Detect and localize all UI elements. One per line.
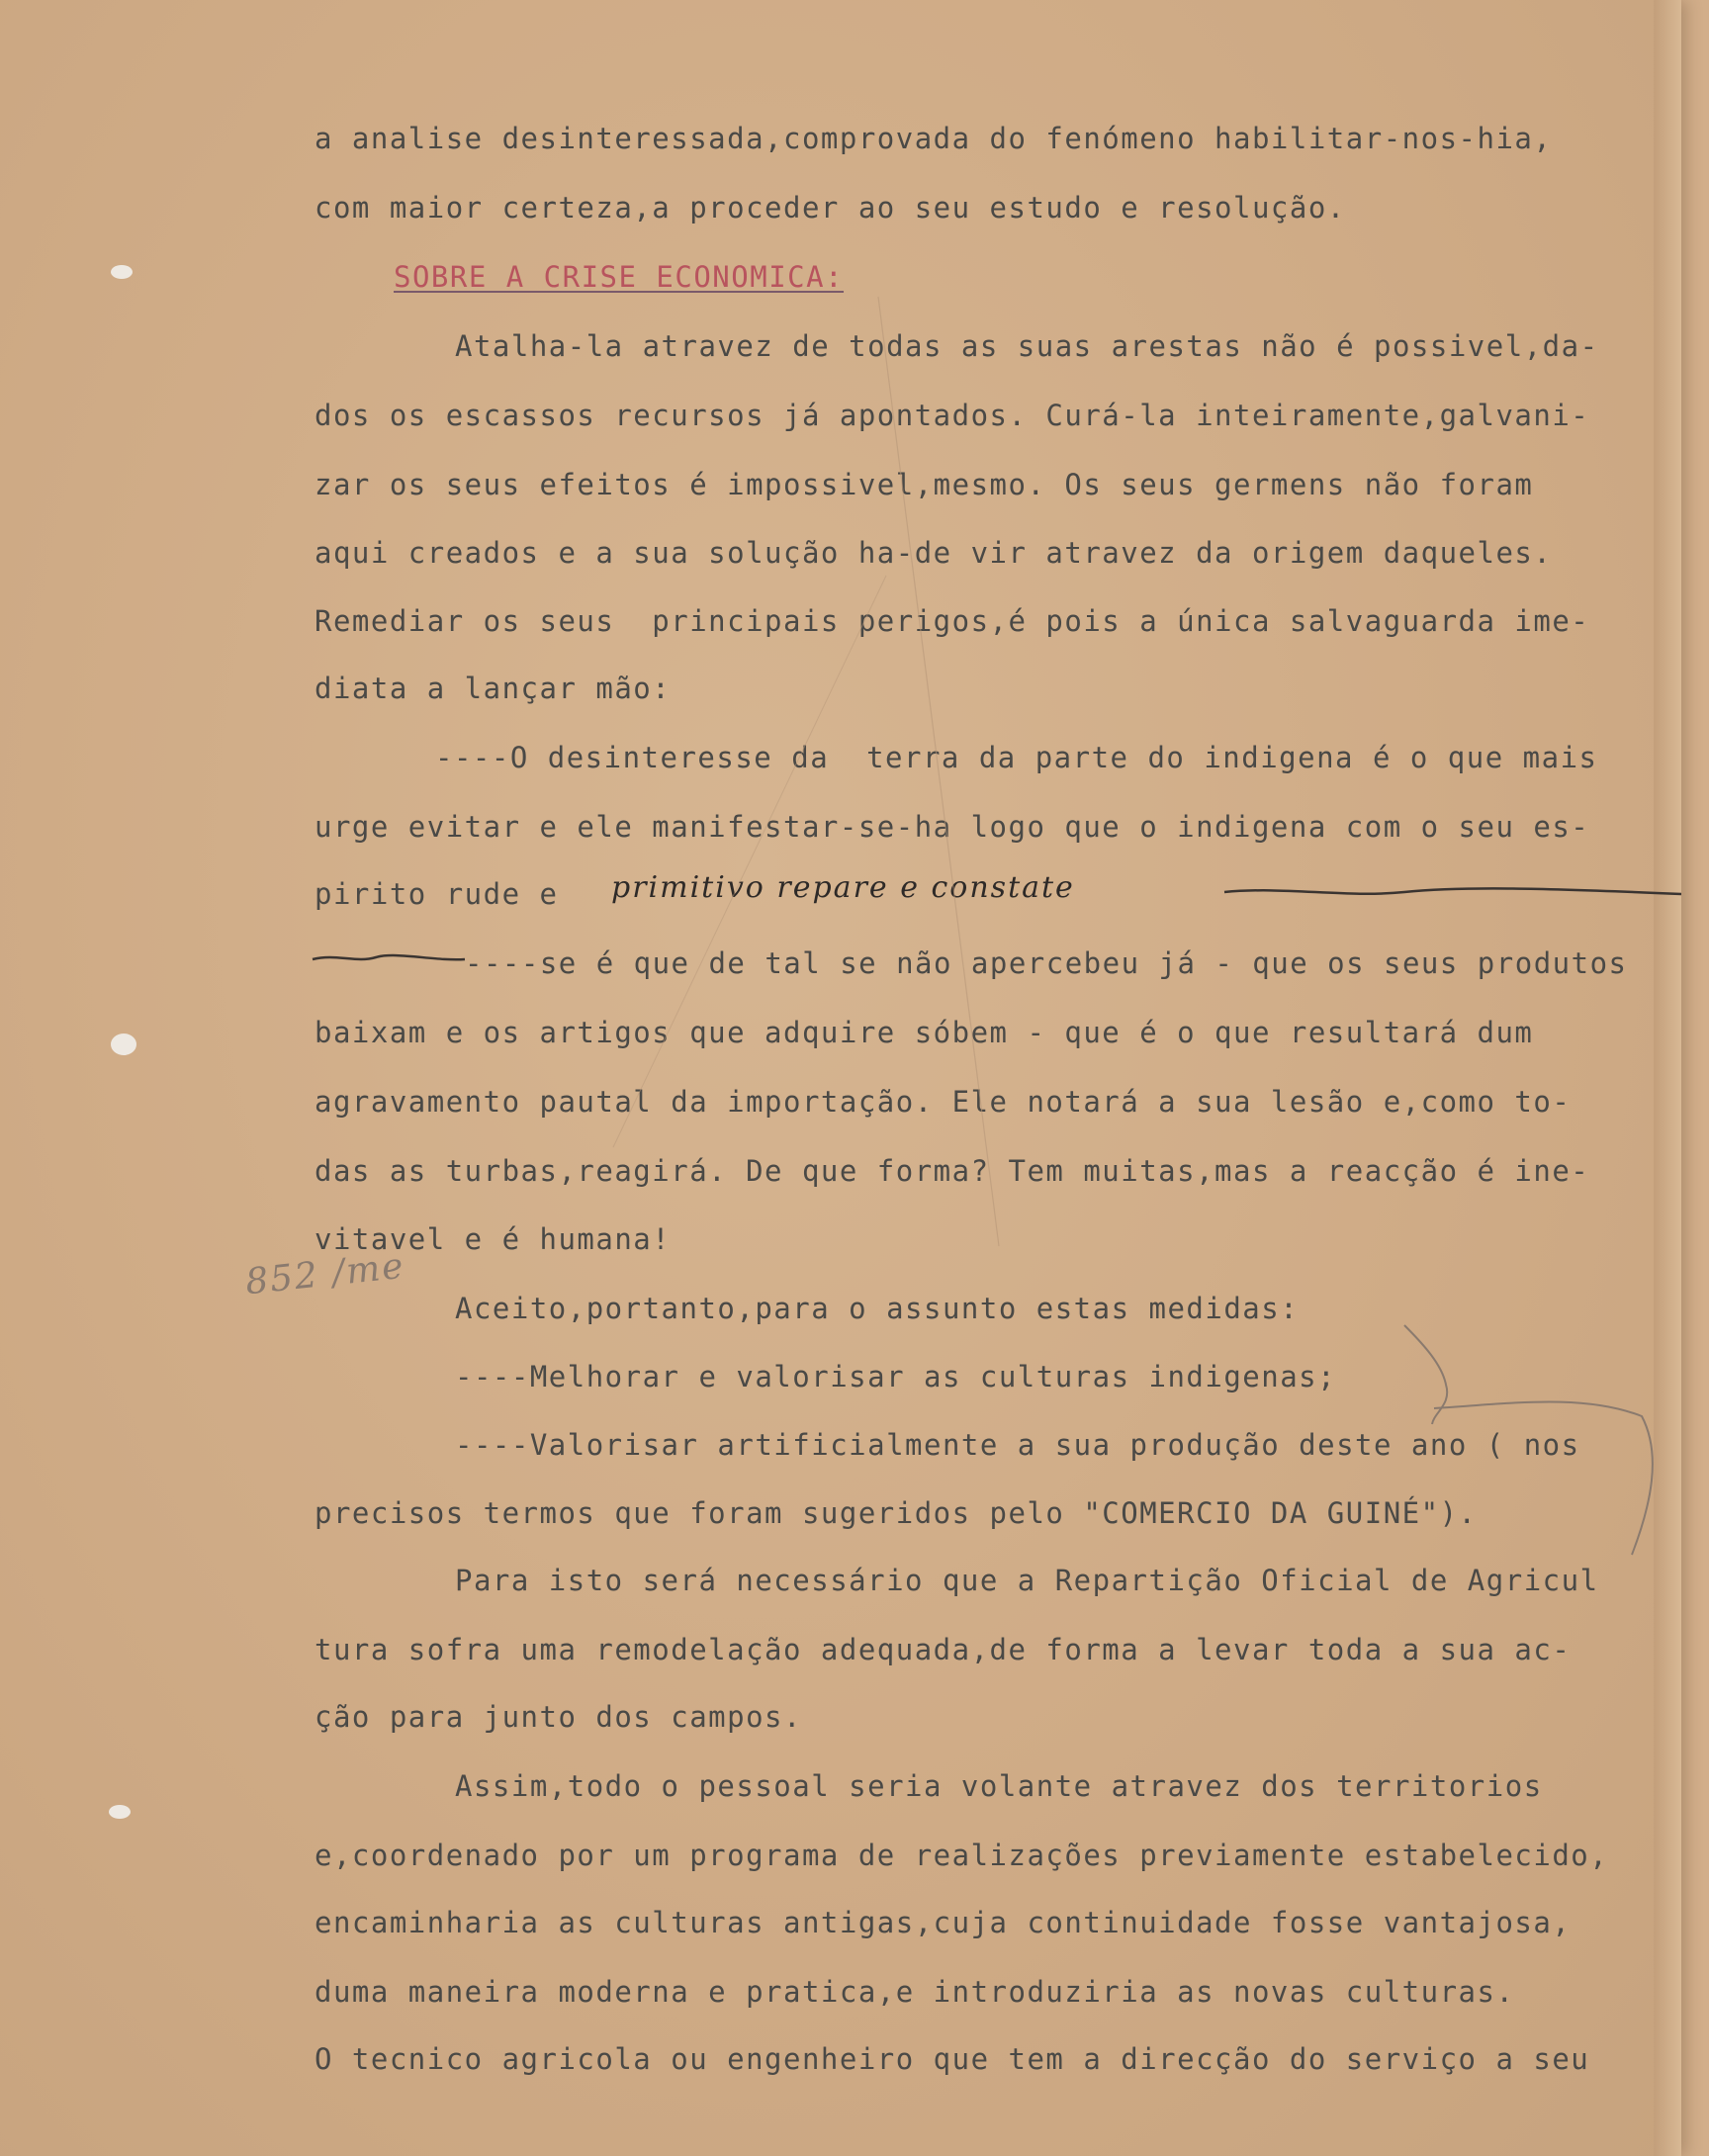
pen-stroke [313,955,465,959]
text-line: duma maneira moderna e pratica,e introduziria as novas culturas. [315,1975,1515,2009]
text-line: das as turbas,reagirá. De que forma? Tem muitas,mas a reacção é ine- [315,1154,1590,1188]
text-line: ção para junto dos campos. [315,1700,802,1734]
text-line: baixam e os artigos que adquire sóbem - que é o que resultará dum [315,1016,1534,1049]
faint-crease [878,297,999,1246]
text-line: diata a lançar mão: [315,672,672,705]
text-line: pirito rude e [315,877,559,911]
text-line: ----O desinteresse da terra da parte do indigena é o que mais [435,741,1598,774]
text-line: tura sofra uma remodelação adequada,de forma a levar toda a sua ac- [315,1633,1572,1666]
text-line: encaminharia as culturas antigas,cuja continuidade fosse vantajosa, [315,1906,1572,1939]
text-line: com maior certeza,a proceder ao seu estudo e resolução. [315,191,1346,225]
text-line: aqui creados e a sua solução ha-de vir atravez da origem daqueles. [315,536,1553,570]
text-line: ----Melhorar e valorisar as culturas indigenas; [455,1360,1337,1393]
text-line: Assim,todo o pessoal seria volante atravez dos territorios [455,1769,1543,1803]
pen-stroke [1404,1325,1447,1424]
text-line: Atalha-la atravez de todas as suas arestas não é possivel,da- [455,329,1599,363]
text-line: vitavel e é humana! [315,1222,672,1256]
text-line: a analise desinteressada,comprovada do fenómeno habilitar-nos-hia, [315,122,1553,155]
text-line: ----Valorisar artificialmente a sua produção deste ano ( nos [455,1428,1580,1462]
text-line: agravamento pautal da importação. Ele notará a sua lesão e,como to- [315,1085,1572,1119]
pen-stroke [1434,1401,1653,1555]
section-heading: SOBRE A CRISE ECONOMICA: [394,260,845,294]
margin-note: 852 /me [243,1245,407,1303]
text-line: zar os seus efeitos é impossivel,mesmo. Os seus germens não foram [315,468,1534,501]
pen-stroke [1224,888,1681,894]
faint-crease [613,576,886,1147]
handwritten-insert: primitivo repare e constate [611,870,1075,905]
text-line: e,coordenado por um programa de realizações previamente estabelecido, [315,1839,1609,1872]
text-line: O tecnico agricola ou engenheiro que tem a direcção do serviço a seu [315,2042,1590,2076]
text-line: Remediar os seus principais perigos,é pois a única salvaguarda ime- [315,604,1590,638]
text-line: dos os escassos recursos já apontados. Curá-la inteiramente,galvani- [315,399,1590,432]
text-line: precisos termos que foram sugeridos pelo "COMERCIO DA GUINÉ"). [315,1496,1478,1530]
text-line: ----se é que de tal se não apercebeu já - que os seus produtos [465,946,1628,980]
text-line: Para isto será necessário que a Repartição Oficial de Agricul [455,1564,1599,1597]
text-line: Aceito,portanto,para o assunto estas medidas: [455,1292,1300,1325]
text-line: urge evitar e ele manifestar-se-ha logo que o indigena com o seu es- [315,810,1590,844]
